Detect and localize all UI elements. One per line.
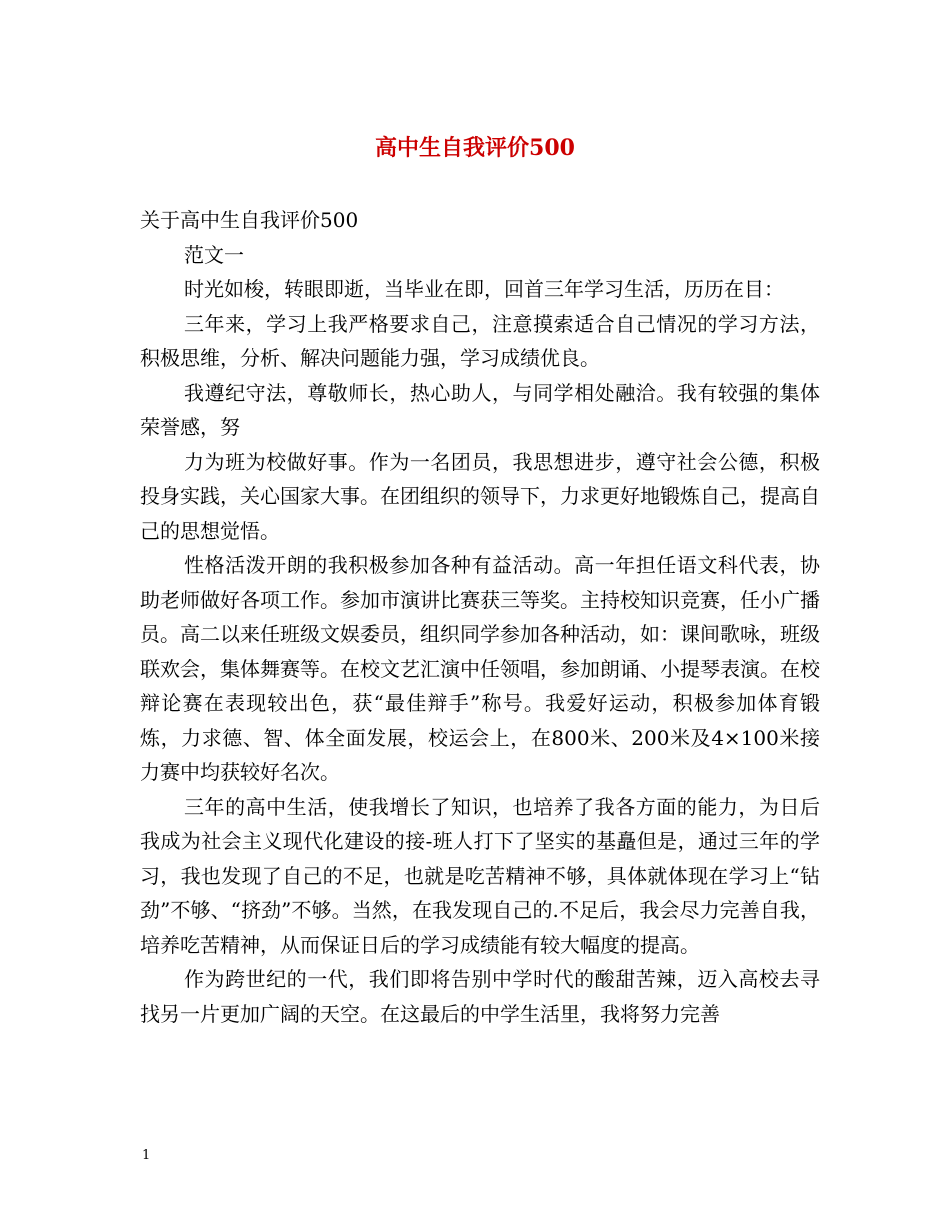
- paragraph: 力为班为校做好事。作为一名团员，我思想进步，遵守社会公德，积极投身实践，关心国家大事。在团组织的领导下，力求更好地锻炼自己，提高自己的思想觉悟。: [140, 449, 820, 543]
- paragraph: 性格活泼开朗的我积极参加各种有益活动。高一年担任语文科代表，协助老师做好各项工作。参加市演讲比赛获三等奖。主持校知识竞赛，任小广播员。高二以来任班级文娱委员，组织同学参加各种活动，如：课间歌咏，班级联欢会，集体舞赛等。在校文艺汇演中任领唱，参加朗诵、小提琴表演。在校辩论赛在表现较出色，获“最佳辩手”称号。我爱好运动，积极参加体育锻炼，力求德、智、体全面发展，校运会上，在800米、200米及4×100米接力赛中均获较好名次。: [140, 553, 820, 784]
- paragraph: 三年来，学习上我严格要求自己，注意摸索适合自己情况的学习方法，积极思维，分析、解决问题能力强，学习成绩优良。: [140, 311, 820, 370]
- paragraph: 关于高中生自我评价500: [140, 208, 359, 232]
- document-body: [140, 203, 820, 1031]
- paragraph: 时光如梭，转眼即逝，当毕业在即，回首三年学习生活，历历在目：: [184, 277, 784, 301]
- paragraph: 作为跨世纪的一代，我们即将告别中学时代的酸甜苦辣，迈入高校去寻找另一片更加广阔的天空。在这最后的中学生活里，我将努力完善: [140, 967, 820, 1026]
- paragraph: 范文一: [184, 242, 244, 267]
- page-number: 1: [142, 1148, 151, 1163]
- paragraph: 三年的高中生活，使我增长了知识，也培养了我各方面的能力，为日后我成为社会主义现代化建设的接-班人打下了坚实的基矗但是，通过三年的学习，我也发现了自己的不足，也就是吃苦精神不够，具体就体现在学习上“钻劲”不够、“挤劲”不够。当然，在我发现自己的.不足后，我会尽力完善自我，培养吃苦精神，从而保证日后的学习成绩能有较大幅度的提高。: [140, 794, 820, 957]
- paragraph: 我遵纪守法，尊敬师长，热心助人，与同学相处融洽。我有较强的集体荣誉感，努: [140, 380, 820, 439]
- document-title: 高中生自我评价500: [375, 135, 575, 161]
